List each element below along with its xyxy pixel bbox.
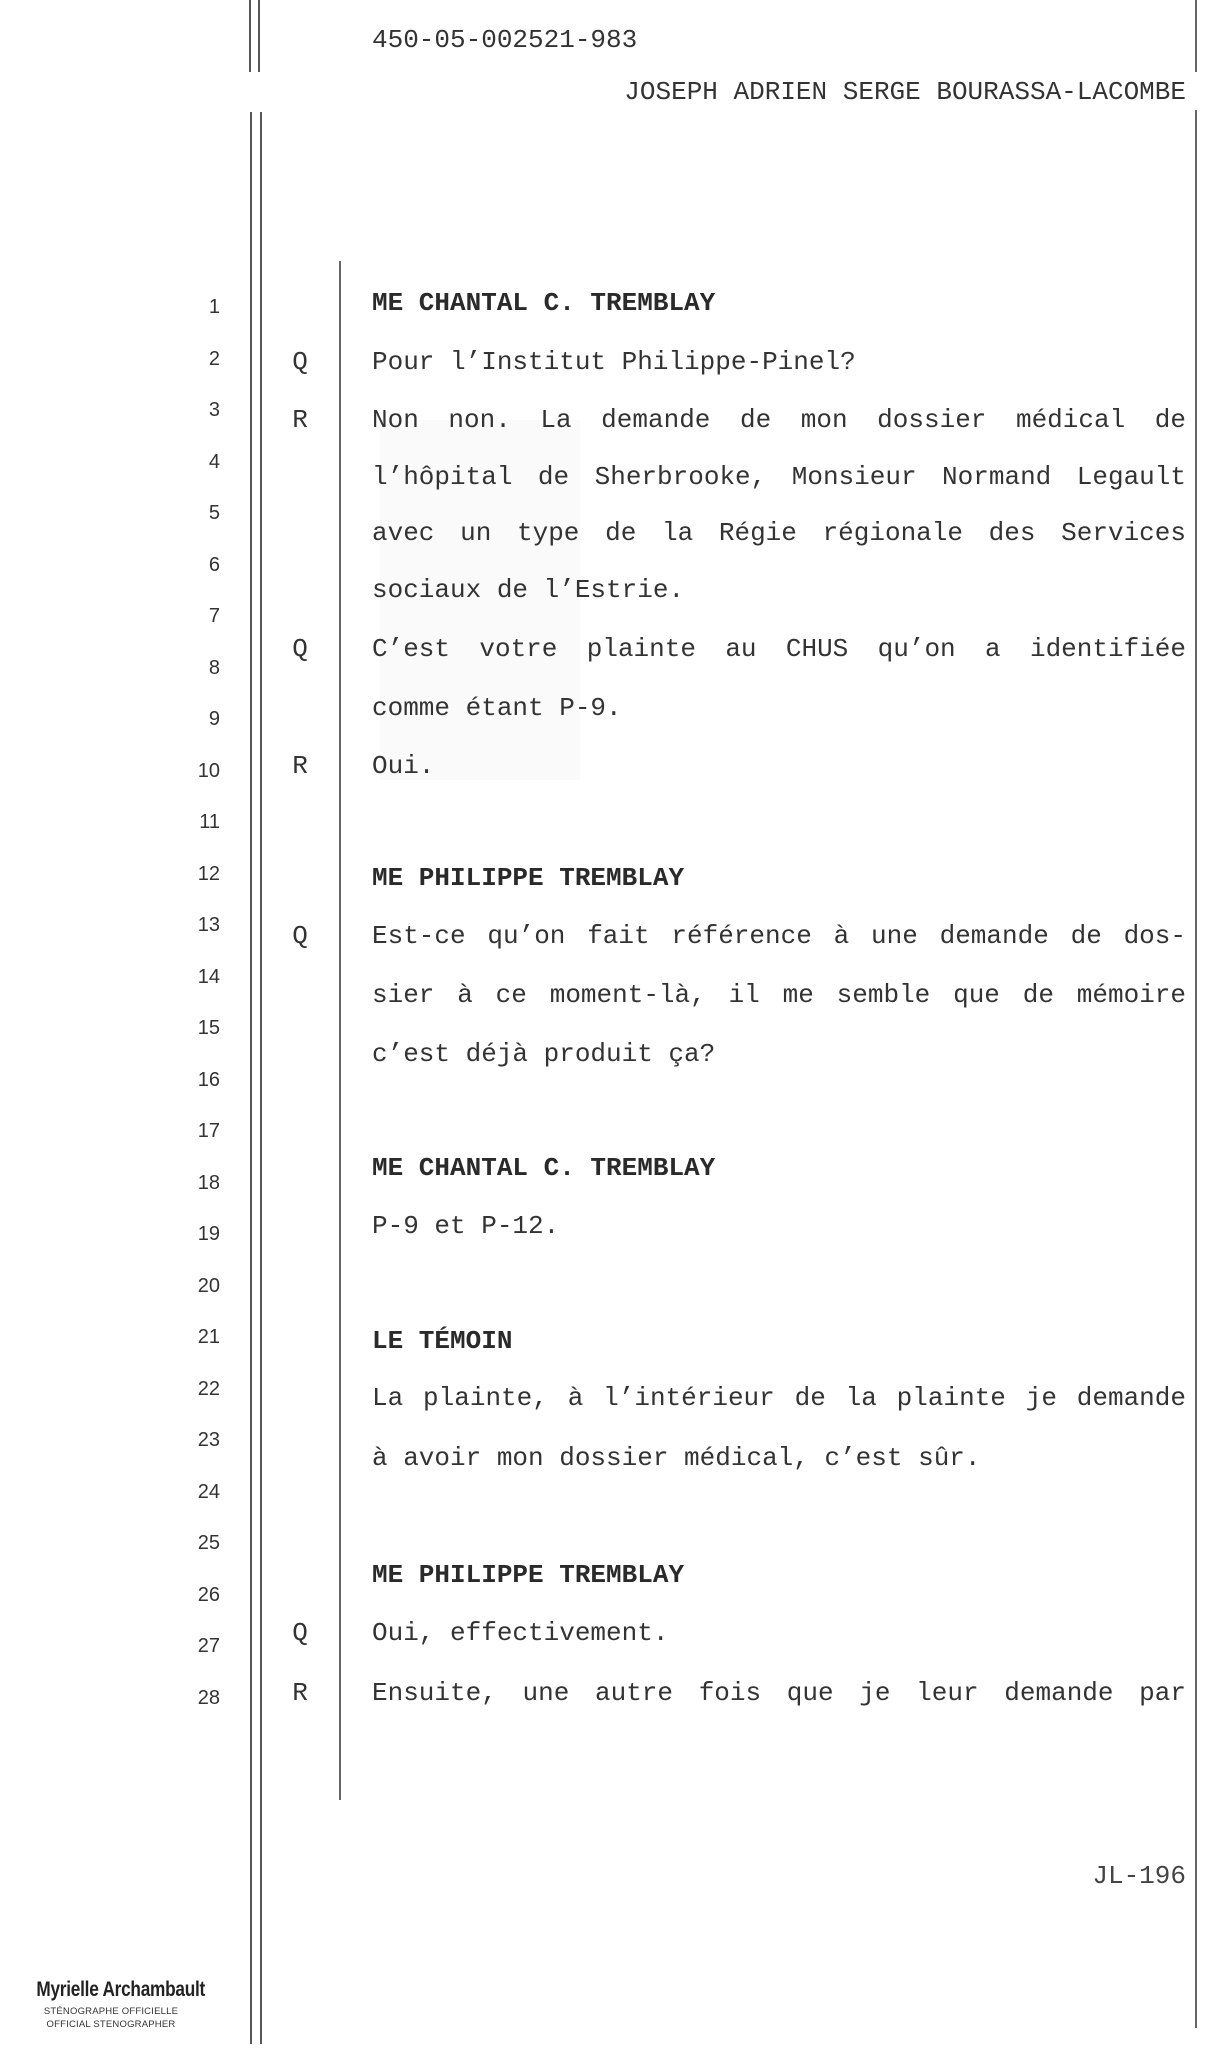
line-number: 15 <box>197 1017 220 1039</box>
line-number: 27 <box>197 1635 220 1657</box>
transcript-line: Oui, effectivement. <box>372 1618 669 1648</box>
transcript-line: sier à ce moment-là, il me semble que de mémoire <box>372 980 1186 1010</box>
transcript-line: P-9 et P-12. <box>372 1211 560 1241</box>
line-number: 17 <box>197 1120 220 1142</box>
line-number: 18 <box>197 1171 220 1194</box>
line-number: 16 <box>197 1068 220 1091</box>
speaker-name: ME CHANTAL C. TREMBLAY <box>372 288 716 318</box>
answer-marker: R <box>292 1678 308 1708</box>
line-number: 2 <box>208 347 220 370</box>
line-number: 22 <box>197 1377 220 1400</box>
question-marker: Q <box>292 1618 308 1648</box>
answer-marker: R <box>292 751 308 781</box>
line-number: 21 <box>197 1326 220 1348</box>
line-number: 4 <box>208 450 220 473</box>
line-number: 25 <box>197 1532 220 1554</box>
line-number: 24 <box>197 1480 220 1503</box>
stenographer-title-en: OFFICIAL STENOGRAPHER <box>46 2019 176 2030</box>
right-margin-rule <box>1195 110 1197 2028</box>
line-number: 9 <box>208 708 220 730</box>
transcript-line: à avoir mon dossier médical, c’est sûr. <box>372 1443 981 1473</box>
line-number: 12 <box>197 862 220 885</box>
transcript-line: Est-ce qu’on fait référence à une demande de dos- <box>372 921 1186 951</box>
question-marker: Q <box>292 634 308 664</box>
left-margin-rule-outer <box>249 0 251 72</box>
question-marker: Q <box>292 921 308 951</box>
line-number: 10 <box>197 759 220 782</box>
transcript-line: C’est votre plainte au CHUS qu’on a identifiée <box>372 634 1186 664</box>
line-number: 8 <box>208 656 220 679</box>
right-margin-rule <box>1195 0 1197 72</box>
page-code: JL-196 <box>1092 1861 1186 1891</box>
line-number: 5 <box>208 502 220 524</box>
left-margin-rule-outer <box>250 112 252 2044</box>
transcript-line: c’est déjà produit ça? <box>372 1039 716 1069</box>
line-number: 6 <box>208 553 220 576</box>
line-number: 7 <box>208 605 220 627</box>
stenographer-logo <box>20 1978 205 2031</box>
transcript-line: l’hôpital de Sherbrooke, Monsieur Normand Legault <box>372 462 1186 492</box>
transcript-line: Pour l’Institut Philippe-Pinel? <box>372 347 856 377</box>
question-marker: Q <box>292 347 308 377</box>
transcript-line: avec un type de la Régie régionale des Services <box>372 518 1186 548</box>
speaker-name: ME PHILIPPE TREMBLAY <box>372 863 685 893</box>
speaker-name: ME PHILIPPE TREMBLAY <box>372 1560 685 1590</box>
witness-name: JOSEPH ADRIEN SERGE BOURASSA-LACOMBE <box>624 77 1186 107</box>
line-number: 28 <box>197 1686 220 1709</box>
line-number: 3 <box>208 399 220 421</box>
line-number: 23 <box>197 1429 220 1451</box>
transcript-line: Ensuite, une autre fois que je leur demande par <box>372 1678 1186 1708</box>
line-number: 20 <box>197 1274 220 1297</box>
left-margin-rule-inner <box>260 112 262 2044</box>
transcript-line: comme étant P-9. <box>372 693 622 723</box>
line-number: 19 <box>197 1223 220 1245</box>
transcript-line: sociaux de l’Estrie. <box>372 575 685 605</box>
transcript-line: La plainte, à l’intérieur de la plainte je demande <box>372 1383 1186 1413</box>
line-number: 26 <box>197 1583 220 1606</box>
line-number: 1 <box>208 296 220 318</box>
line-number: 11 <box>199 811 220 833</box>
answer-marker: R <box>292 405 308 435</box>
left-margin-rule-inner <box>258 0 260 72</box>
marker-separator-rule <box>339 261 341 1800</box>
transcript-line: Non non. La demande de mon dossier médical de <box>372 405 1186 435</box>
stenographer-name: Myrielle Archambault <box>36 1978 205 2001</box>
case-number: 450-05-002521-983 <box>372 25 638 55</box>
line-number: 13 <box>197 914 220 936</box>
line-number: 14 <box>197 965 220 988</box>
speaker-name: ME CHANTAL C. TREMBLAY <box>372 1153 716 1183</box>
transcript-line: Oui. <box>372 751 435 781</box>
stenographer-title-fr: STÉNOGRAPHE OFFICIELLE <box>43 2006 179 2017</box>
speaker-name: LE TÉMOIN <box>372 1326 513 1356</box>
